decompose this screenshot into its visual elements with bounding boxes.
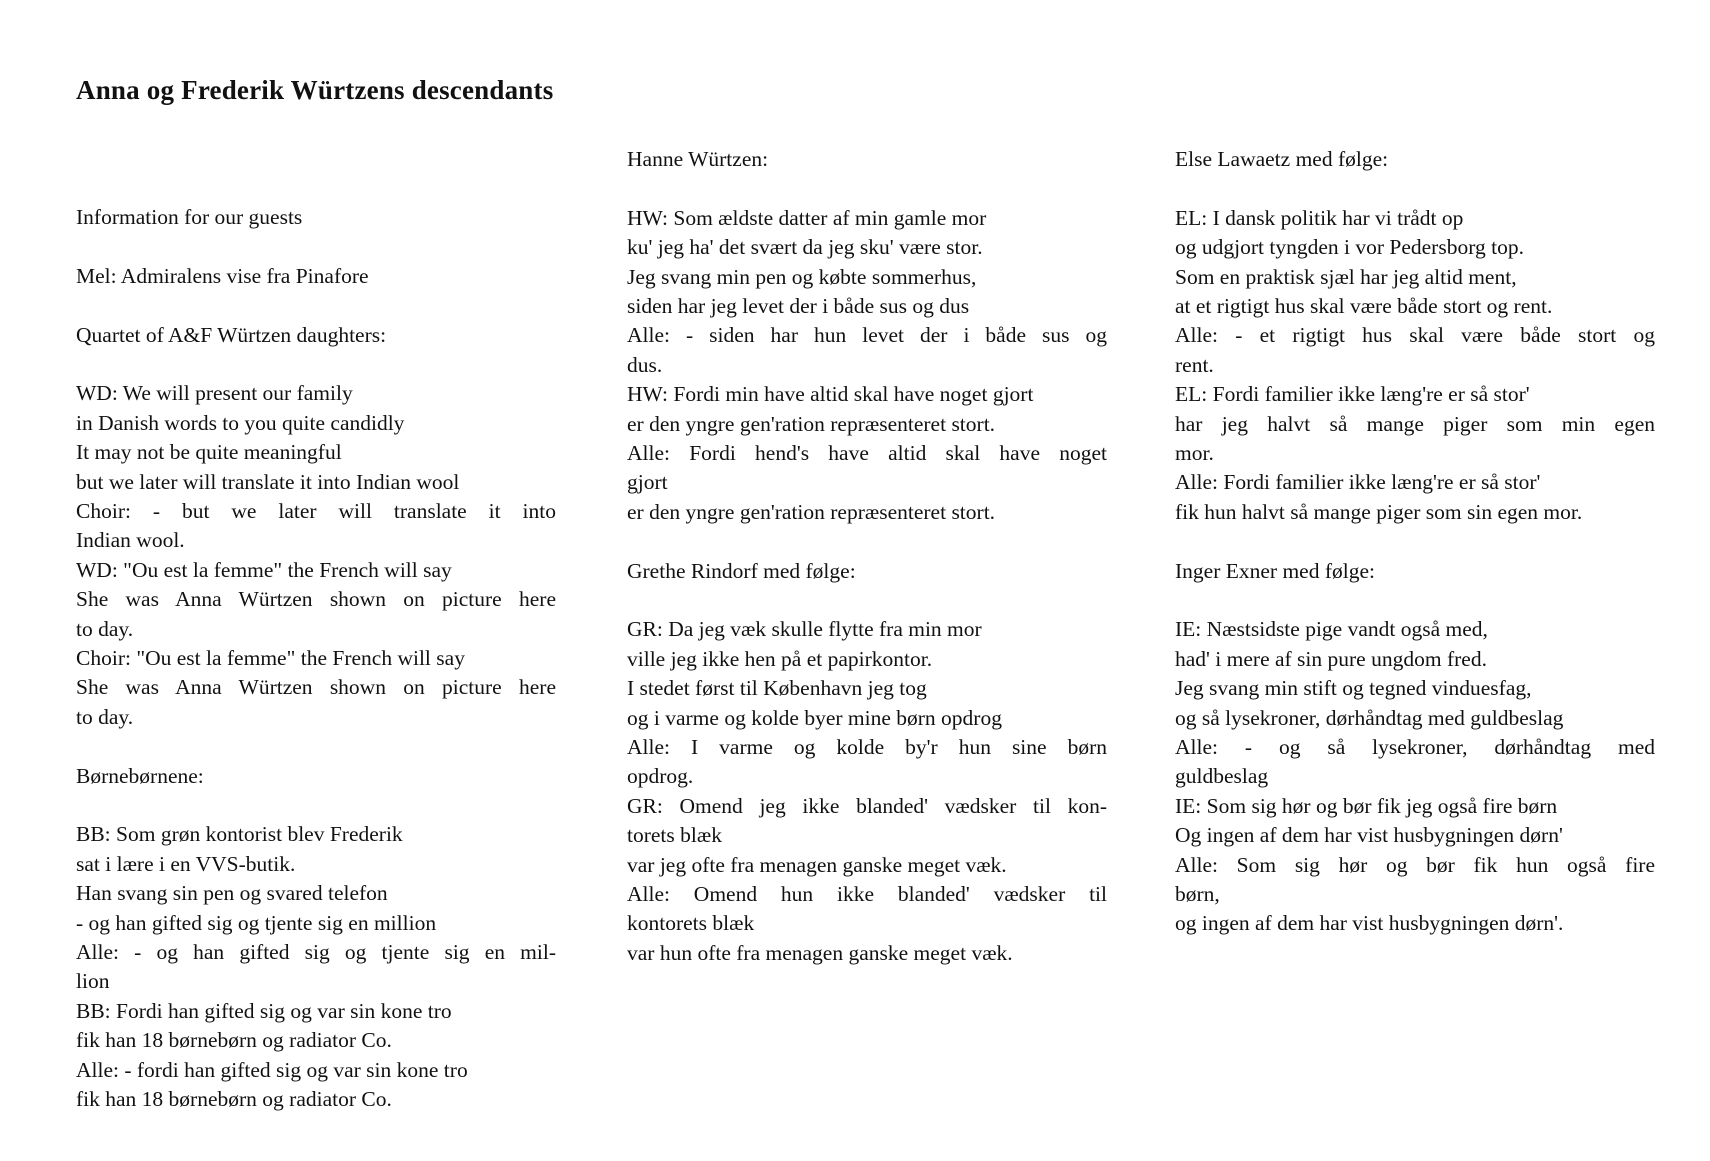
text-line: og så lysekroner, dørhåndtag med guldbeslag <box>1175 705 1564 730</box>
text-line: Indian wool. <box>76 528 185 553</box>
text-line: Alle: - et rigtigt hus skal være både stort og <box>1175 323 1655 348</box>
text-line: og ingen af dem har vist husbygningen dørn'. <box>1175 911 1564 936</box>
text-line: Alle: - og så lysekroner, dørhåndtag med <box>1175 735 1655 760</box>
text-line: but we later will translate it into Indian wool <box>76 469 460 494</box>
document-title: Anna og Frederik Würtzens descendants <box>76 75 554 105</box>
text-line: EL: Fordi familier ikke læng're er så stor' <box>1175 382 1530 407</box>
text-line: Børnebørnene: <box>76 763 204 788</box>
blank-line <box>627 527 1107 556</box>
text-line: er den yngre gen'ration repræsenteret stort. <box>627 411 996 436</box>
column-middle <box>627 145 1107 968</box>
text-line: to day. <box>76 704 134 729</box>
text-line: Quartet of A&F Würtzen daughters: <box>76 322 387 347</box>
text-line: Jeg svang min pen og købte sommerhus, <box>627 264 977 289</box>
text-line: sat i lære i en VVS-butik. <box>76 851 296 876</box>
text-line: WD: We will present our family <box>76 381 353 406</box>
text-line: Mel: Admiralens vise fra Pinafore <box>76 263 369 288</box>
text-line: Alle: - og han gifted sig og tjente sig en mil- <box>76 940 556 965</box>
blank-line <box>1175 174 1655 203</box>
text-line: lion <box>76 969 110 994</box>
text-line: fik han 18 børnebørn og radiator Co. <box>76 1028 392 1053</box>
text-line: Alle: - fordi han gifted sig og var sin kone tro <box>76 1057 468 1082</box>
blank-line <box>76 732 556 761</box>
text-line: Information for our guests <box>76 205 303 229</box>
column-right <box>1175 145 1655 939</box>
text-line: Han svang sin pen og svared telefon <box>76 881 388 906</box>
text-line: to day. <box>76 616 134 641</box>
blank-line <box>76 350 556 379</box>
blank-line <box>76 291 556 320</box>
text-line: guldbeslag <box>1175 764 1269 789</box>
text-line: fik han 18 børnebørn og radiator Co. <box>76 1087 392 1112</box>
text-line: had' i mere af sin pure ungdom fred. <box>1175 646 1487 671</box>
blank-line <box>76 791 556 820</box>
text-line: rent. <box>1175 352 1214 377</box>
text-line: har jeg halvt så mange piger som min egen <box>1175 411 1655 436</box>
text-line: Grethe Rindorf med følge: <box>627 558 856 583</box>
text-line: Else Lawaetz med følge: <box>1175 147 1389 171</box>
text-line: kontorets blæk <box>627 911 755 936</box>
text-line: WD: "Ou est la femme" the French will say <box>76 557 452 582</box>
text-line: BB: Som grøn kontorist blev Frederik <box>76 822 403 847</box>
blank-line <box>627 174 1107 203</box>
text-line: Og ingen af dem har vist husbygningen dørn' <box>1175 823 1563 848</box>
text-line: var hun ofte fra menagen ganske meget væk. <box>627 940 1013 965</box>
text-line: in Danish words to you quite candidly <box>76 410 405 435</box>
text-line: Alle: Fordi hend's have altid skal have noget <box>627 441 1107 466</box>
text-line: Hanne Würtzen: <box>627 147 769 171</box>
text-line: og udgjort tyngden i vor Pedersborg top. <box>1175 235 1524 260</box>
text-line: HW: Fordi min have altid skal have noget gjort <box>627 382 1034 407</box>
text-line: I stedet først til København jeg tog <box>627 676 927 701</box>
text-line: It may not be quite meaningful <box>76 440 342 465</box>
blank-line <box>627 586 1107 615</box>
text-line: Som en praktisk sjæl har jeg altid ment, <box>1175 264 1517 289</box>
text-line: Choir: - but we later will translate it into <box>76 499 556 524</box>
text-line: Choir: "Ou est la femme" the French will say <box>76 646 465 671</box>
text-line: og i varme og kolde byer mine børn opdrog <box>627 705 1002 730</box>
text-line: GR: Da jeg væk skulle flytte fra min mor <box>627 617 982 642</box>
text-line: HW: Som ældste datter af min gamle mor <box>627 205 987 230</box>
text-line: er den yngre gen'ration repræsenteret stort. <box>627 499 996 524</box>
text-line: IE: Næstsidste pige vandt også med, <box>1175 617 1488 642</box>
text-line: siden har jeg levet der i både sus og dus <box>627 294 970 319</box>
blank-line <box>1175 527 1655 556</box>
text-line: GR: Omend jeg ikke blanded' vædsker til kon- <box>627 793 1107 818</box>
column-left <box>76 203 556 1114</box>
text-line: opdrog. <box>627 764 694 789</box>
text-line: EL: I dansk politik har vi trådt op <box>1175 205 1464 230</box>
text-line: BB: Fordi han gifted sig og var sin kone tro <box>76 998 452 1023</box>
text-line: Alle: Som sig hør og bør fik hun også fire <box>1175 852 1655 877</box>
text-line: Jeg svang min stift og tegned vinduesfag, <box>1175 676 1532 701</box>
text-line: ville jeg ikke hen på et papirkontor. <box>627 646 933 671</box>
text-line: She was Anna Würtzen shown on picture here <box>76 675 556 700</box>
text-line: Alle: Omend hun ikke blanded' vædsker til <box>627 882 1107 907</box>
text-line: gjort <box>627 470 668 495</box>
text-line: She was Anna Würtzen shown on picture here <box>76 587 556 612</box>
blank-line <box>76 232 556 261</box>
text-line: Alle: Fordi familier ikke læng're er så stor' <box>1175 470 1541 495</box>
text-line: børn, <box>1175 882 1220 907</box>
text-line: at et rigtigt hus skal være både stort og rent. <box>1175 294 1553 319</box>
text-line: dus. <box>627 352 663 377</box>
text-line: Alle: - siden har hun levet der i både sus og <box>627 323 1107 348</box>
text-line: - og han gifted sig og tjente sig en million <box>76 910 437 935</box>
text-line: var jeg ofte fra menagen ganske meget væk. <box>627 852 1007 877</box>
text-line: torets blæk <box>627 823 722 848</box>
text-line: IE: Som sig hør og bør fik jeg også fire børn <box>1175 793 1558 818</box>
text-line: ku' jeg ha' det svært da jeg sku' være stor. <box>627 235 983 260</box>
text-line: Inger Exner med følge: <box>1175 558 1375 583</box>
text-line: mor. <box>1175 441 1214 466</box>
text-line: Alle: I varme og kolde by'r hun sine børn <box>627 735 1107 760</box>
blank-line <box>1175 586 1655 615</box>
text-line: fik hun halvt så mange piger som sin egen mor. <box>1175 499 1583 524</box>
